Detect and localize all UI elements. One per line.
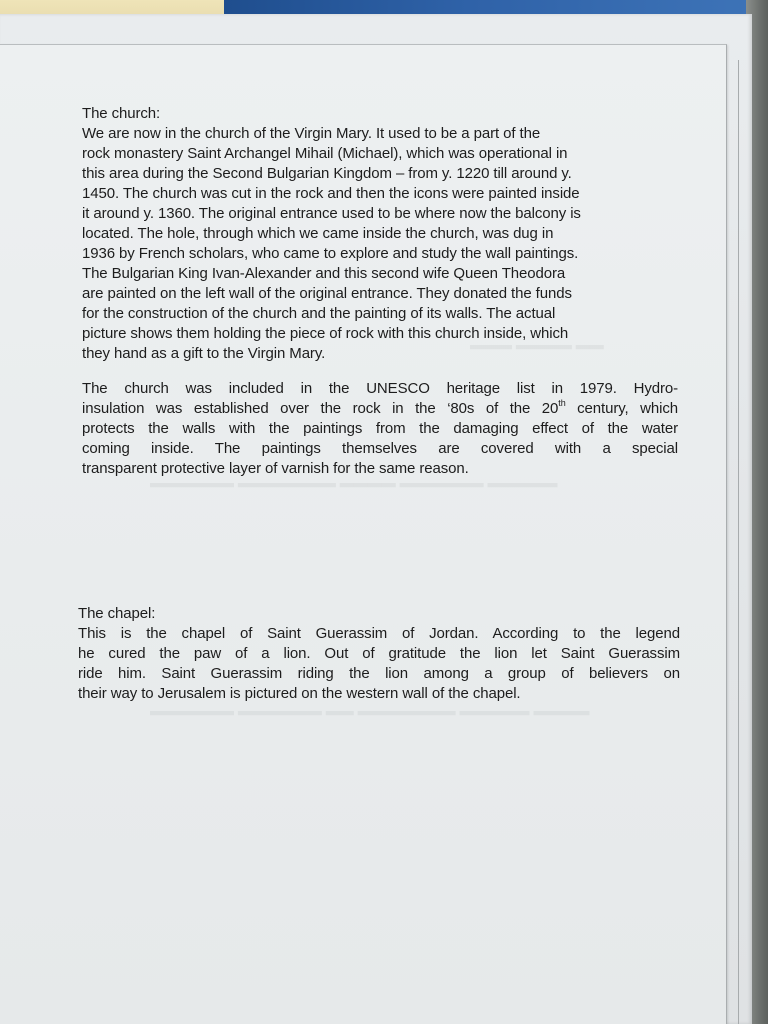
church-line: located. The hole, through which we came inside the church, was dug in (82, 225, 554, 242)
church-line: 1450. The church was cut in the rock and then the icons were painted inside (82, 185, 580, 202)
church-line: The Bulgarian King Ivan-Alexander and this second wife Queen Theodora (82, 265, 566, 282)
unesco-paragraph (82, 379, 678, 479)
unesco-line (82, 399, 678, 419)
chapel-heading: The chapel: (78, 605, 156, 622)
church-line: 1936 by French scholars, who came to explore and study the wall paintings. (82, 245, 579, 262)
chapel-line: This is the chapel of Saint Guerassim of Jordan. According to the legend (78, 625, 680, 642)
unesco-line-text: insulation was established over the rock in the ‘80s of the 20 (82, 400, 559, 417)
chapel-line: their way to Jerusalem is pictured on the western wall of the chapel. (78, 685, 521, 702)
church-section (82, 104, 682, 364)
chapel-line: he cured the paw of a lion. Out of gratitude the lion let Saint Guerassim (78, 645, 680, 662)
church-line: they hand as a gift to the Virgin Mary. (82, 345, 326, 362)
unesco-line: coming inside. The paintings themselves are covered with a special (82, 440, 678, 457)
unesco-line: protects the walls with the paintings from the damaging effect of the water (82, 420, 678, 437)
show-through-mark: ▬▬▬▬▬▬ ▬▬▬▬▬▬▬ ▬▬▬▬ ▬▬▬▬▬▬ ▬▬▬▬▬ (150, 480, 558, 496)
church-line: it around y. 1360. The original entrance used to be where now the balcony is (82, 205, 581, 222)
church-line: for the construction of the church and the painting of its walls. The actual (82, 305, 556, 322)
unesco-line-text: century, which (565, 400, 678, 417)
church-line: picture shows them holding the piece of rock with this church inside, which (82, 325, 569, 342)
unesco-line: transparent protective layer of varnish for the same reason. (82, 460, 469, 477)
church-line: We are now in the church of the Virgin Mary. It used to be a part of the (82, 125, 541, 142)
chapel-section (78, 604, 680, 704)
show-through-mark: ▬▬▬▬▬▬ ▬▬▬▬▬▬ ▬▬ ▬▬▬▬▬▬▬ ▬▬▬▬▬ ▬▬▬▬ (150, 708, 590, 724)
sheet-edge-line (738, 60, 739, 1024)
superscript-th: th (558, 398, 566, 408)
show-through-mark: ▬▬▬ ▬▬▬▬ ▬▬ (470, 342, 604, 358)
church-line: rock monastery Saint Archangel Mihail (Michael), which was operational in (82, 145, 568, 162)
church-line: are painted on the left wall of the original entrance. They donated the funds (82, 285, 572, 302)
chapel-line: ride him. Saint Guerassim riding the lion among a group of believers on (78, 665, 680, 682)
church-heading: The church: (82, 105, 161, 122)
church-line: this area during the Second Bulgarian Kingdom – from y. 1220 till around y. (82, 165, 572, 182)
unesco-line: The church was included in the UNESCO heritage list in 1979. Hydro- (82, 380, 678, 397)
